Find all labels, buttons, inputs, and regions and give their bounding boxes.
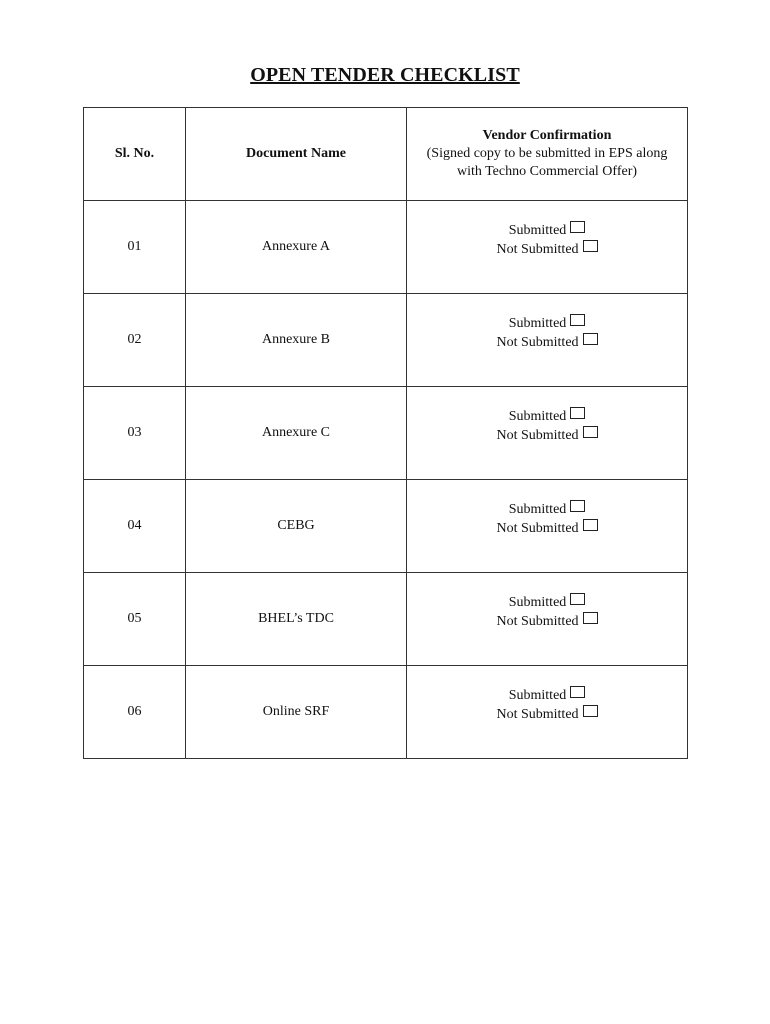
submitted-checkbox[interactable] bbox=[570, 407, 585, 419]
vendor-confirmation-note: with Techno Commercial Offer) bbox=[456, 164, 638, 179]
table-row bbox=[84, 294, 688, 387]
not-submitted-checkbox[interactable] bbox=[583, 240, 598, 252]
sl-no-cell: 04 bbox=[84, 480, 186, 573]
vendor-confirmation-cell bbox=[407, 201, 688, 294]
vendor-confirmation-cell bbox=[407, 480, 688, 573]
sl-no-cell: 02 bbox=[84, 294, 186, 387]
not-submitted-checkbox[interactable] bbox=[583, 519, 598, 531]
not-submitted-option: Not Submitted bbox=[496, 519, 597, 538]
sl-no-cell: 06 bbox=[84, 666, 186, 759]
submitted-option: Submitted bbox=[496, 500, 597, 519]
not-submitted-option: Not Submitted bbox=[496, 240, 597, 259]
submitted-option: Submitted bbox=[496, 593, 597, 612]
submitted-option: Submitted bbox=[496, 314, 597, 333]
not-submitted-option: Not Submitted bbox=[496, 612, 597, 631]
document-name-cell: Annexure C bbox=[186, 387, 407, 480]
not-submitted-checkbox[interactable] bbox=[583, 333, 598, 345]
document-name-cell: BHEL’s TDC bbox=[186, 573, 407, 666]
document-name-cell: Annexure B bbox=[186, 294, 407, 387]
not-submitted-checkbox[interactable] bbox=[583, 705, 598, 717]
document-name-cell: Online SRF bbox=[186, 666, 407, 759]
submitted-checkbox[interactable] bbox=[570, 686, 585, 698]
not-submitted-checkbox[interactable] bbox=[583, 612, 598, 624]
vendor-confirmation-cell bbox=[407, 573, 688, 666]
document-name-cell: Annexure A bbox=[186, 201, 407, 294]
checklist-table bbox=[83, 107, 688, 759]
table-row bbox=[84, 387, 688, 480]
submitted-option: Submitted bbox=[496, 221, 597, 240]
header-vendor-confirmation bbox=[407, 108, 688, 201]
header-document-name: Document Name bbox=[186, 108, 407, 201]
page-title: OPEN TENDER CHECKLIST bbox=[250, 64, 520, 86]
not-submitted-option: Not Submitted bbox=[496, 426, 597, 445]
table-header-row bbox=[84, 108, 688, 201]
vendor-confirmation-cell bbox=[407, 294, 688, 387]
table-row bbox=[84, 666, 688, 759]
sl-no-cell: 01 bbox=[84, 201, 186, 294]
vendor-confirmation-cell bbox=[407, 666, 688, 759]
sl-no-cell: 05 bbox=[84, 573, 186, 666]
not-submitted-option: Not Submitted bbox=[496, 705, 597, 724]
vendor-confirmation-note: (Signed copy to be submitted in EPS along bbox=[426, 146, 668, 161]
submitted-checkbox[interactable] bbox=[570, 500, 585, 512]
submitted-checkbox[interactable] bbox=[570, 314, 585, 326]
vendor-confirmation-cell bbox=[407, 387, 688, 480]
table-row bbox=[84, 201, 688, 294]
submitted-checkbox[interactable] bbox=[570, 221, 585, 233]
submitted-checkbox[interactable] bbox=[570, 593, 585, 605]
submitted-option: Submitted bbox=[496, 686, 597, 705]
submitted-option: Submitted bbox=[496, 407, 597, 426]
vendor-confirmation-title: Vendor Confirmation bbox=[482, 128, 612, 143]
document-name-cell: CEBG bbox=[186, 480, 407, 573]
table-row bbox=[84, 480, 688, 573]
not-submitted-checkbox[interactable] bbox=[583, 426, 598, 438]
not-submitted-option: Not Submitted bbox=[496, 333, 597, 352]
header-sl-no: Sl. No. bbox=[84, 108, 186, 201]
table-row bbox=[84, 573, 688, 666]
sl-no-cell: 03 bbox=[84, 387, 186, 480]
